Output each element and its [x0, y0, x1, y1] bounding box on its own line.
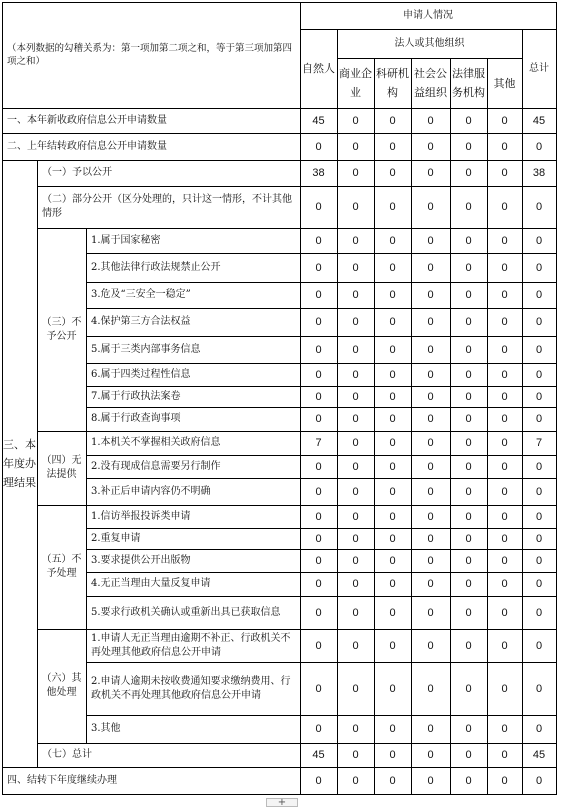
row-label: 3.补正后申请内容仍不明确	[91, 485, 211, 497]
grid-line	[411, 58, 412, 795]
v-total: 0	[535, 234, 543, 247]
v-legal: 0	[465, 606, 472, 619]
v-research: 0	[389, 140, 396, 153]
grid-line	[337, 58, 523, 59]
v-research: 0	[389, 606, 396, 619]
row-label: 一、本年新收政府信息公开申请数量	[7, 114, 167, 126]
header-natural-person: 自然人	[302, 62, 335, 75]
v-research: 0	[389, 234, 396, 247]
v-natural: 0	[315, 234, 322, 247]
v-natural: 0	[315, 578, 322, 590]
v-commercial: 0	[352, 234, 359, 247]
grid-line	[2, 108, 557, 109]
v-research: 0	[389, 343, 396, 356]
grid-line	[300, 2, 301, 795]
v-total: 0	[535, 368, 543, 381]
v-legal: 0	[465, 460, 472, 473]
v-research: 0	[389, 413, 396, 425]
v-commercial: 0	[352, 485, 359, 498]
v-total: 0	[535, 606, 543, 619]
grid-line	[37, 505, 557, 506]
v-total: 0	[535, 261, 543, 274]
group-4-label: （四）无法提供	[41, 455, 82, 480]
row-label: 4.无正当理由大量反复申请	[91, 578, 211, 589]
grid-line	[2, 2, 3, 795]
v-social: 0	[427, 774, 434, 787]
v-natural: 0	[315, 413, 322, 425]
v-legal: 0	[465, 234, 472, 247]
v-natural: 0	[315, 639, 322, 652]
v-commercial: 0	[352, 723, 359, 735]
v-total: 0	[535, 316, 543, 328]
v-social: 0	[427, 639, 434, 652]
grid-line	[300, 29, 557, 30]
v-natural: 0	[315, 289, 322, 301]
v-other: 0	[501, 682, 508, 695]
v-natural: 0	[315, 343, 322, 356]
v-total: 45	[532, 749, 546, 761]
v-research: 0	[389, 390, 396, 403]
row-label: （七）总计	[42, 749, 92, 760]
grid-line	[2, 133, 557, 134]
v-other: 0	[501, 578, 508, 590]
section-3-label: 三、本年度办理结果	[3, 438, 36, 489]
grid-line	[337, 29, 338, 795]
v-commercial: 0	[352, 460, 359, 473]
v-social: 0	[427, 343, 434, 356]
grid-line	[86, 228, 87, 744]
row-label: 2.重复申请	[91, 532, 141, 544]
page-marker: +	[266, 798, 298, 807]
v-research: 0	[389, 201, 396, 213]
v-legal: 0	[465, 485, 472, 498]
grid-line	[2, 2, 557, 3]
header-research: 科研机构	[376, 67, 409, 99]
v-research: 0	[389, 437, 396, 449]
v-research: 0	[389, 774, 396, 787]
v-other: 0	[501, 289, 508, 301]
row-label: （二）部分公开（区分处理的，只计这一情形，不计其他情形	[42, 194, 292, 219]
v-natural: 0	[315, 774, 322, 787]
v-social: 0	[427, 368, 434, 381]
header-total: 总计	[529, 62, 549, 74]
grid-line	[450, 58, 451, 795]
v-legal: 0	[465, 368, 472, 381]
header-social: 社会公益组织	[414, 67, 447, 99]
row-label: 四、结转下年度继续办理	[7, 774, 117, 786]
v-research: 0	[389, 578, 396, 590]
v-legal: 0	[465, 343, 472, 356]
v-commercial: 0	[352, 639, 359, 652]
v-other: 0	[501, 437, 508, 449]
v-commercial: 0	[352, 167, 359, 179]
v-commercial: 0	[352, 437, 359, 449]
v-legal: 0	[465, 774, 472, 787]
grid-line	[37, 629, 557, 630]
v-legal: 0	[465, 201, 472, 213]
v-natural: 0	[315, 261, 322, 274]
grid-line	[37, 228, 557, 229]
v-social: 0	[427, 485, 434, 498]
v-natural: 38	[312, 167, 325, 179]
v-total: 0	[535, 390, 543, 403]
v-legal: 0	[465, 413, 472, 425]
grid-line	[374, 58, 375, 795]
v-legal: 0	[465, 437, 472, 449]
group-5-label: （五）不予处理	[41, 554, 82, 579]
v-other: 0	[501, 234, 508, 247]
v-research: 0	[389, 167, 396, 179]
grid-line	[2, 160, 557, 161]
v-natural: 45	[312, 749, 325, 761]
v-natural: 0	[315, 532, 322, 545]
v-other: 0	[501, 460, 508, 473]
v-natural: 0	[315, 390, 322, 403]
v-total: 38	[532, 167, 546, 179]
v-natural: 0	[315, 723, 322, 735]
grid-line	[522, 29, 523, 795]
v-legal: 0	[465, 554, 472, 567]
row-label: 3.要求提供公开出版物	[91, 554, 191, 566]
v-other: 0	[501, 368, 508, 381]
v-social: 0	[427, 234, 434, 247]
v-legal: 0	[465, 261, 472, 274]
v-social: 0	[427, 510, 434, 523]
v-other: 0	[501, 114, 508, 127]
v-commercial: 0	[352, 532, 359, 545]
v-other: 0	[501, 413, 508, 425]
v-commercial: 0	[352, 749, 359, 761]
v-commercial: 0	[352, 606, 359, 619]
v-commercial: 0	[352, 289, 359, 301]
v-research: 0	[389, 485, 396, 498]
grid-line	[487, 58, 488, 795]
v-other: 0	[501, 201, 508, 213]
row-label: 1.信访举报投诉类申请	[91, 510, 191, 522]
header-legal-persons: 法人或其他组织	[394, 37, 465, 49]
v-legal: 0	[465, 316, 472, 328]
v-total: 0	[535, 289, 543, 301]
v-legal: 0	[465, 140, 472, 153]
row-label: 2.申请人逾期未按收费通知要求缴纳费用、行政机关不再处理其他政府信息公开申请	[91, 675, 291, 701]
v-natural: 0	[315, 682, 322, 695]
v-social: 0	[427, 289, 434, 301]
v-research: 0	[389, 554, 396, 567]
v-other: 0	[501, 316, 508, 328]
v-social: 0	[427, 261, 434, 274]
v-legal: 0	[465, 639, 472, 652]
row-label: 1.本机关不掌握相关政府信息	[91, 437, 221, 448]
v-research: 0	[389, 368, 396, 381]
v-commercial: 0	[352, 201, 359, 213]
v-total: 0	[535, 774, 543, 787]
v-legal: 0	[465, 114, 472, 127]
v-commercial: 0	[352, 578, 359, 590]
v-other: 0	[501, 723, 508, 735]
v-research: 0	[389, 532, 396, 545]
v-other: 0	[501, 261, 508, 274]
v-total: 0	[535, 554, 543, 567]
v-other: 0	[501, 774, 508, 787]
v-natural: 45	[312, 114, 325, 127]
v-other: 0	[501, 532, 508, 545]
v-commercial: 0	[352, 316, 359, 328]
v-social: 0	[427, 723, 434, 735]
v-natural: 0	[315, 201, 322, 213]
v-research: 0	[389, 639, 396, 652]
v-total: 45	[532, 114, 546, 127]
v-other: 0	[501, 167, 508, 179]
v-total: 0	[535, 485, 543, 498]
v-social: 0	[427, 390, 434, 403]
v-legal: 0	[465, 682, 472, 695]
v-social: 0	[427, 201, 434, 213]
header-note: （本列数据的勾稽关系为：第一项加第二项之和，等于第三项加第四项之和）	[7, 43, 293, 67]
v-social: 0	[427, 140, 434, 153]
v-social: 0	[427, 554, 434, 567]
group-6-label: （六）其他处理	[41, 673, 82, 698]
v-legal: 0	[465, 167, 472, 179]
v-other: 0	[501, 140, 508, 153]
header-commercial: 商业企业	[339, 67, 372, 99]
v-legal: 0	[465, 749, 472, 761]
v-natural: 0	[315, 606, 322, 619]
v-natural: 0	[315, 316, 322, 328]
v-natural: 0	[315, 554, 322, 567]
v-legal: 0	[465, 723, 472, 735]
row-label: 5.要求行政机关确认或重新出具已获取信息	[91, 606, 281, 618]
grid-line	[2, 767, 557, 768]
v-legal: 0	[465, 390, 472, 403]
row-label: 6.属于四类过程性信息	[91, 368, 191, 380]
v-social: 0	[427, 413, 434, 425]
v-total: 0	[535, 532, 543, 545]
row-label: 1.申请人无正当理由逾期不补正、行政机关不再处理其他政府信息公开申请	[91, 632, 291, 658]
v-other: 0	[501, 510, 508, 523]
v-legal: 0	[465, 578, 472, 590]
grid-line	[2, 794, 557, 795]
row-label: 3.危及“三安全一稳定”	[91, 289, 191, 300]
v-other: 0	[501, 390, 508, 403]
row-label: 8.属于行政查询事项	[91, 413, 181, 424]
row-label: 二、上年结转政府信息公开申请数量	[7, 140, 167, 152]
header-applicant-status: 申请人情况	[403, 9, 453, 21]
v-commercial: 0	[352, 368, 359, 381]
grid-line	[556, 2, 557, 795]
v-natural: 7	[315, 437, 322, 449]
v-total: 0	[535, 460, 543, 473]
row-label: 4.保护第三方合法权益	[91, 316, 191, 327]
v-social: 0	[427, 316, 434, 328]
v-total: 0	[535, 723, 543, 735]
v-natural: 0	[315, 460, 322, 473]
v-social: 0	[427, 749, 434, 761]
row-label: 2.没有现成信息需要另行制作	[91, 460, 221, 472]
header-other: 其他	[493, 76, 516, 90]
v-commercial: 0	[352, 510, 359, 523]
v-commercial: 0	[352, 390, 359, 403]
row-label: 2.其他法律行政法规禁止公开	[91, 261, 221, 273]
v-research: 0	[389, 749, 396, 761]
v-commercial: 0	[352, 114, 359, 127]
v-other: 0	[501, 554, 508, 567]
v-social: 0	[427, 167, 434, 179]
v-total: 0	[535, 510, 543, 523]
grid-line	[37, 431, 557, 432]
v-natural: 0	[315, 510, 322, 523]
v-other: 0	[501, 749, 508, 761]
v-total: 0	[535, 578, 543, 590]
row-label: 7.属于行政执法案卷	[91, 390, 181, 402]
v-research: 0	[389, 510, 396, 523]
v-total: 0	[535, 201, 543, 213]
v-other: 0	[501, 606, 508, 619]
grid-line	[37, 160, 38, 768]
v-natural: 0	[315, 140, 322, 153]
grid-line	[37, 186, 557, 187]
v-total: 0	[535, 413, 543, 425]
v-social: 0	[427, 578, 434, 590]
v-commercial: 0	[352, 140, 359, 153]
v-commercial: 0	[352, 261, 359, 274]
v-commercial: 0	[352, 554, 359, 567]
v-social: 0	[427, 606, 434, 619]
row-label: 1.属于国家秘密	[91, 234, 161, 246]
v-total: 0	[535, 343, 543, 356]
v-natural: 0	[315, 485, 322, 498]
v-natural: 0	[315, 368, 322, 381]
v-total: 0	[535, 682, 543, 695]
v-research: 0	[389, 114, 396, 127]
row-label: 5.属于三类内部事务信息	[91, 343, 201, 355]
v-research: 0	[389, 723, 396, 735]
v-commercial: 0	[352, 413, 359, 425]
v-social: 0	[427, 682, 434, 695]
v-social: 0	[427, 437, 434, 449]
v-legal: 0	[465, 510, 472, 523]
v-social: 0	[427, 532, 434, 545]
v-research: 0	[389, 682, 396, 695]
v-total: 0	[535, 639, 543, 652]
v-social: 0	[427, 114, 434, 127]
v-research: 0	[389, 460, 396, 473]
grid-line	[37, 743, 557, 744]
v-research: 0	[389, 316, 396, 328]
v-commercial: 0	[352, 343, 359, 356]
v-social: 0	[427, 460, 434, 473]
header-legal-service: 法律服务机构	[452, 67, 485, 99]
v-commercial: 0	[352, 682, 359, 695]
v-legal: 0	[465, 532, 472, 545]
row-label: 3.其他	[91, 723, 121, 734]
v-research: 0	[389, 289, 396, 301]
v-other: 0	[501, 343, 508, 356]
row-label: （一）予以公开	[42, 167, 112, 178]
v-other: 0	[501, 639, 508, 652]
v-other: 0	[501, 485, 508, 498]
group-3-label: （三）不予公开	[41, 316, 82, 342]
v-research: 0	[389, 261, 396, 274]
v-commercial: 0	[352, 774, 359, 787]
v-total: 0	[535, 140, 543, 153]
v-total: 7	[535, 437, 543, 449]
v-legal: 0	[465, 289, 472, 301]
